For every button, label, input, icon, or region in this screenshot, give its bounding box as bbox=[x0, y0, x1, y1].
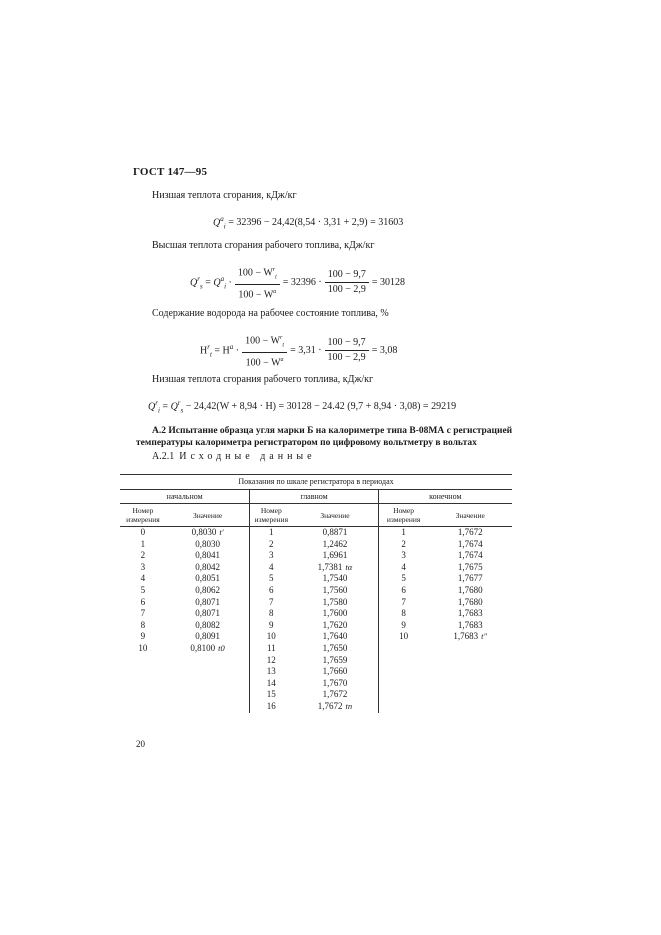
cell-empty bbox=[166, 655, 250, 667]
table-row bbox=[120, 701, 512, 713]
cell-number-main: 15 bbox=[250, 689, 292, 701]
cell-number-main: 8 bbox=[250, 608, 292, 620]
low-heat-label: Низшая теплота сгорания, кДж/кг bbox=[152, 190, 297, 201]
cell-value-main: 1,7650 bbox=[322, 642, 348, 653]
cell-empty bbox=[378, 655, 428, 667]
cell-value-final: 1,7677 bbox=[457, 573, 483, 584]
table-row bbox=[120, 608, 512, 620]
cell-value-initial: 0,8041 bbox=[195, 550, 220, 561]
table-row bbox=[120, 573, 512, 585]
cell-number-final: 10 bbox=[378, 631, 428, 643]
cell-value-main: 1,7672 tn bbox=[317, 700, 353, 711]
cell-value-main: 1,7670 bbox=[322, 677, 348, 688]
cell-value-main: 1,7381 tα bbox=[317, 561, 353, 572]
cell-number-final: 5 bbox=[378, 573, 428, 585]
hydrogen-label: Содержание водорода на рабочее состояние топлива, % bbox=[152, 308, 389, 319]
low-work-heat-label: Низшая теплота сгорания рабочего топлива, кДж/кг bbox=[152, 374, 374, 385]
cell-number-final: 4 bbox=[378, 562, 428, 574]
cell-empty bbox=[378, 643, 428, 655]
equation-2: $Q^r_s = Q^a_i$ · $\frac{100 - W^r_t}{100 - W^a}$ = 32396 · $\frac{100 - 9,7}{100 - 2,9}$ = 30128 bbox=[190, 264, 405, 302]
cell-value-initial: 0,8091 bbox=[195, 631, 220, 642]
fraction-3b: $\frac{100 - 9,7}{100 - 2,9}$ bbox=[325, 337, 369, 364]
cell-marker-initial: t′ bbox=[219, 527, 224, 537]
cell-empty bbox=[429, 666, 513, 678]
cell-number-main: 10 bbox=[250, 631, 292, 643]
cell-number-main: 12 bbox=[250, 655, 292, 667]
equation-1-text: = 32396 − 24,42(8,54 · 3,31 + 2,9) = 31603 bbox=[228, 217, 404, 229]
cell-number-initial: 2 bbox=[140, 550, 146, 561]
cell-empty bbox=[429, 678, 513, 690]
table-row bbox=[120, 655, 512, 667]
cell-value-main: 1,7672 bbox=[322, 689, 348, 700]
cell-value-initial: 0,8062 bbox=[195, 584, 220, 595]
cell-number-initial: 3 bbox=[140, 561, 146, 572]
cell-empty bbox=[166, 666, 250, 678]
cell-value-initial: 0,8030 t′ bbox=[191, 527, 224, 537]
cell-empty bbox=[120, 655, 166, 667]
cell-empty bbox=[120, 678, 166, 690]
cell-value-main: 1,7560 bbox=[322, 584, 348, 595]
col-header-number-initial: Номер измерения bbox=[120, 504, 166, 527]
cell-number-main: 7 bbox=[250, 597, 292, 609]
cell-empty bbox=[120, 689, 166, 701]
cell-marker-final: t″ bbox=[481, 631, 488, 642]
cell-number-main: 3 bbox=[250, 550, 292, 562]
cell-number-main: 4 bbox=[250, 562, 292, 574]
cell-value-main: 1,7580 bbox=[322, 596, 348, 607]
cell-number-main: 11 bbox=[250, 643, 292, 655]
cell-empty bbox=[429, 701, 513, 713]
cell-number-main: 9 bbox=[250, 620, 292, 632]
fraction-2b: $\frac{100 - 9,7}{100 - 2,9}$ bbox=[325, 269, 369, 296]
table-row bbox=[120, 620, 512, 632]
cell-value-initial: 0,8071 bbox=[195, 608, 220, 619]
group-final: конечном bbox=[378, 490, 512, 504]
equation-4: $Q^r_i = Q^r_s$ − 24,42(W + 8,94 · H) = 30128 − 24.42 (9,7 + 8,94 · 3,08) = 29219 bbox=[148, 399, 457, 415]
col-header-value-main: Значение bbox=[292, 504, 378, 527]
col-header-number-main: Номер измерения bbox=[250, 504, 292, 527]
cell-value-final: 1,7683 bbox=[457, 608, 483, 619]
cell-empty bbox=[378, 701, 428, 713]
cell-value-initial: 0,8071 bbox=[195, 596, 220, 607]
table-row bbox=[120, 666, 512, 678]
cell-number-initial: 6 bbox=[140, 596, 146, 607]
table-row bbox=[120, 585, 512, 597]
cell-number-main: 14 bbox=[250, 678, 292, 690]
cell-value-initial: 0,8042 bbox=[195, 561, 220, 572]
cell-value-main: 1,7620 bbox=[322, 619, 348, 630]
cell-number-initial: 0 bbox=[140, 527, 146, 537]
cell-value-main: 1,7659 bbox=[322, 654, 348, 665]
cell-marker-main: tα bbox=[345, 561, 353, 572]
cell-empty bbox=[120, 666, 166, 678]
cell-number-main: 13 bbox=[250, 666, 292, 678]
cell-number-main: 2 bbox=[250, 539, 292, 551]
cell-number-final: 3 bbox=[378, 550, 428, 562]
cell-number-initial: 10 bbox=[138, 642, 148, 653]
table-top-header: Показания по шкале регистратора в периодах bbox=[120, 475, 512, 490]
cell-number-final: 2 bbox=[378, 539, 428, 551]
cell-value-initial: 0,8100 t0 bbox=[190, 642, 225, 653]
table-row bbox=[120, 643, 512, 655]
section-title-line1: А.2 Испытание образца угля марки Б на калориметре типа В-08МА с регистрацией bbox=[152, 426, 513, 436]
table-row bbox=[120, 539, 512, 551]
cell-number-final: 7 bbox=[378, 597, 428, 609]
table-row bbox=[120, 678, 512, 690]
cell-value-initial: 0,8082 bbox=[195, 619, 220, 630]
cell-marker-initial: t0 bbox=[218, 642, 225, 653]
cell-number-final: 9 bbox=[378, 620, 428, 632]
cell-value-final: 1,7680 bbox=[457, 596, 483, 607]
cell-number-initial: 7 bbox=[140, 608, 146, 619]
fraction-2a: $\frac{100 - W^r_t}{100 - W^a}$ bbox=[235, 264, 280, 302]
cell-empty bbox=[166, 689, 250, 701]
fraction-3a: $\frac{100 - W^r_t}{100 - W^a}$ bbox=[242, 332, 287, 370]
group-initial: начальном bbox=[120, 490, 250, 504]
equation-1: $Q^a_i$ = 32396 − 24,42(8,54 · 3,31 + 2,9) = 31603 bbox=[213, 215, 404, 231]
cell-value-main: 0,8871 bbox=[322, 527, 348, 537]
high-heat-label: Высшая теплота сгорания рабочего топлива, кДж/кг bbox=[152, 240, 375, 251]
cell-value-final: 1,7675 bbox=[457, 561, 483, 572]
col-header-number-final: Номер измерения bbox=[378, 504, 428, 527]
table-row bbox=[120, 689, 512, 701]
cell-empty bbox=[429, 655, 513, 667]
cell-value-main: 1,6961 bbox=[322, 550, 348, 561]
cell-value-initial: 0,8030 bbox=[195, 538, 220, 549]
cell-empty bbox=[378, 678, 428, 690]
col-header-value-final: Значение bbox=[429, 504, 513, 527]
section-title-line2: температуры калориметра регистратором по цифровому вольтметру в вольтах bbox=[136, 438, 477, 448]
table-row bbox=[120, 631, 512, 643]
cell-value-main: 1,7540 bbox=[322, 573, 348, 584]
cell-marker-main: tn bbox=[345, 700, 353, 711]
cell-number-main: 16 bbox=[250, 701, 292, 713]
cell-number-final: 8 bbox=[378, 608, 428, 620]
table-body bbox=[120, 527, 512, 713]
cell-value-final: 1,7680 bbox=[457, 584, 483, 595]
cell-value-main: 1,7640 bbox=[322, 631, 348, 642]
page-number: 20 bbox=[136, 739, 145, 749]
table-row bbox=[120, 562, 512, 574]
cell-value-final: 1,7683 t″ bbox=[453, 631, 488, 642]
cell-number-main: 1 bbox=[250, 527, 292, 539]
cell-number-initial: 8 bbox=[140, 619, 146, 630]
cell-empty bbox=[166, 701, 250, 713]
cell-value-initial: 0,8051 bbox=[195, 573, 220, 584]
cell-value-main: 1,7600 bbox=[322, 608, 348, 619]
group-main: главном bbox=[250, 490, 378, 504]
cell-value-final: 1,7672 bbox=[457, 527, 483, 537]
cell-number-initial: 5 bbox=[140, 584, 146, 595]
table-row bbox=[120, 550, 512, 562]
cell-number-main: 6 bbox=[250, 585, 292, 597]
col-header-value-initial: Значение bbox=[166, 504, 250, 527]
cell-number-final: 1 bbox=[378, 527, 428, 539]
table-row bbox=[120, 597, 512, 609]
cell-number-final: 6 bbox=[378, 585, 428, 597]
cell-empty bbox=[378, 666, 428, 678]
cell-empty bbox=[166, 678, 250, 690]
cell-empty bbox=[429, 643, 513, 655]
cell-empty bbox=[429, 689, 513, 701]
cell-empty bbox=[378, 689, 428, 701]
document-header: ГОСТ 147—95 bbox=[133, 166, 208, 178]
cell-value-final: 1,7683 bbox=[457, 619, 483, 630]
cell-number-initial: 9 bbox=[140, 631, 146, 642]
equation-4-text: − 24,42(W + 8,94 · H) = 30128 − 24.42 (9,7 + 8,94 · 3,08) = 29219 bbox=[185, 401, 457, 413]
cell-value-main: 1,2462 bbox=[322, 538, 348, 549]
cell-empty bbox=[120, 701, 166, 713]
subsection-title: А.2.1 Исходные данные bbox=[152, 451, 316, 462]
cell-number-initial: 1 bbox=[140, 538, 146, 549]
cell-number-initial: 4 bbox=[140, 573, 146, 584]
cell-value-final: 1,7674 bbox=[457, 550, 483, 561]
table-row bbox=[120, 527, 512, 539]
cell-number-main: 5 bbox=[250, 573, 292, 585]
cell-value-final: 1,7674 bbox=[457, 538, 483, 549]
measurement-table bbox=[120, 474, 512, 713]
equation-3: $H^r_t = H^a$ · $\frac{100 - W^r_t}{100 - W^a}$ = 3,31 · $\frac{100 - 9,7}{100 - 2,9}$ = 3,08 bbox=[200, 332, 397, 370]
cell-value-main: 1,7660 bbox=[322, 666, 348, 677]
